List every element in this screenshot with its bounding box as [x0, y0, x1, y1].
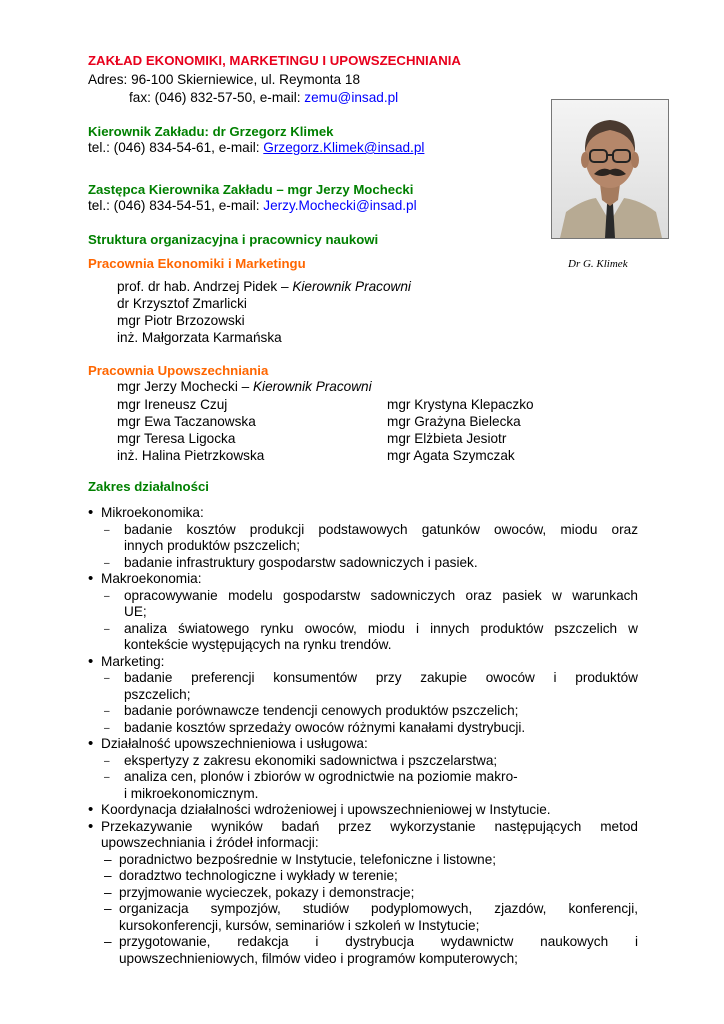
list-item [88, 736, 638, 753]
scope-list [88, 505, 638, 967]
sub-item-text: ekspertyzy z zakresu ekonomiki sadownictwa i pszczelarstwa; [124, 752, 498, 768]
list-item-text: Działalność upowszechnieniowa i usługowa: [101, 736, 368, 751]
sub-list-item [88, 868, 638, 885]
lab1-staff-item: mgr Piotr Brzozowski [117, 313, 245, 328]
sub-list-item [88, 621, 638, 638]
lab2-staff-left: inż. Halina Pietrzkowska [117, 448, 265, 463]
sub-list-item-cont: upowszechnieniowych, filmów video i programów komputerowych; [119, 950, 518, 966]
sub-list-item [88, 703, 638, 720]
lab2-staff-right: mgr Grażyna Bielecka [387, 414, 521, 429]
sub-item-text: poradnictwo bezpośrednie w Instytucie, telefoniczne i listowne; [119, 851, 497, 867]
lab2-head-role: Kierownik Pracowni [252, 379, 372, 394]
sub-list-item [88, 885, 638, 902]
sub-list-item [88, 588, 638, 605]
sub-item-text: analiza cen, plonów i zbiorów w ogrodnictwie na poziomie makro- [124, 769, 518, 784]
sub-item-text: badanie kosztów produkcji podstawowych gatunków owoców, miodu oraz [124, 521, 638, 537]
portrait-photo [551, 99, 669, 239]
scope-heading: Zakres działalności [88, 479, 209, 494]
list-item-text: Koordynacja działalności wdrożeniowej i upowszechnieniowej w Instytucie. [101, 802, 551, 817]
deputy-contact [88, 198, 417, 215]
lab2-staff-left: mgr Teresa Ligocka [117, 431, 236, 446]
structure-heading: Struktura organizacyjna i pracownicy naukowi [88, 232, 379, 247]
head-tel-label: tel.: (046) 834-54-61, e-mail: [88, 140, 264, 155]
sub-list-item [88, 555, 638, 572]
sub-list-item-cont: kontekście występujących na rynku trendów. [124, 637, 392, 652]
sub-item-text: analiza światowego rynku owoców, miodu i innych produktów pszczelich w [124, 620, 638, 636]
head-title: Kierownik Zakładu: dr Grzegorz Klimek [88, 124, 334, 139]
list-item-text: Marketing: [101, 653, 165, 669]
list-item-text: Mikroekonomika: [101, 505, 204, 520]
fax-line [129, 90, 398, 107]
photo-caption: Dr G. Klimek [568, 258, 628, 270]
sub-item-text: doradztwo technologiczne i wykłady w terenie; [119, 868, 398, 883]
lab2-staff-right: mgr Agata Szymczak [387, 448, 515, 463]
head-contact [88, 140, 424, 157]
sub-list-item [88, 901, 638, 918]
lab2-name: Pracownia Upowszechniania [88, 363, 269, 378]
sub-list-item-cont: innych produktów pszczelich; [124, 538, 301, 553]
address: Adres: 96-100 Skierniewice, ul. Reymonta 18 [88, 72, 361, 87]
lab2-staff-left: mgr Ewa Taczanowska [117, 414, 256, 429]
list-item-text: Przekazywanie wyników badań przez wykorzystanie następujących metod [101, 818, 638, 834]
lab1-head-role: Kierownik Pracowni [292, 279, 411, 294]
sub-item-text: badanie infrastruktury gospodarstw sadowniczych i pasiek. [124, 554, 478, 570]
list-item [88, 571, 638, 588]
sub-item-text: organizacja sympozjów, studiów podyplomowych, zjazdów, konferencji, [119, 901, 638, 916]
lab1-name: Pracownia Ekonomiki i Marketingu [88, 256, 306, 271]
sub-list-item [88, 522, 638, 539]
sub-item-text: badanie porównawcze tendencji cenowych produktów pszczelich; [124, 703, 519, 718]
list-item [88, 802, 638, 819]
fax-email-link[interactable]: zemu@insad.pl [304, 90, 399, 105]
sub-item-text: opracowywanie modelu gospodarstw sadowniczych oraz pasiek w warunkach [124, 587, 638, 603]
deputy-tel-label: tel.: (046) 834-54-51, e-mail: [88, 198, 264, 213]
sub-list-item [88, 769, 638, 786]
list-item [88, 505, 638, 522]
sub-list-item-cont: UE; [124, 604, 147, 619]
sub-list-item [88, 720, 638, 737]
sub-item-text: przygotowanie, redakcja i dystrybucja wydawnictw naukowych i [119, 934, 638, 949]
fax-label: fax: (046) 832-57-50, e-mail: [129, 90, 305, 105]
list-item [88, 654, 638, 671]
sub-item-text: badanie preferencji konsumentów przy zakupie owoców i produktów [124, 670, 638, 685]
sub-list-item [88, 852, 638, 869]
sub-item-text: badanie kosztów sprzedaży owoców różnymi kanałami dystrybucji. [124, 719, 526, 735]
department-title: ZAKŁAD EKONOMIKI, MARKETINGU I UPOWSZECHNIANIA [88, 53, 461, 68]
list-item-cont: upowszechniania i źródeł informacji: [101, 835, 319, 850]
deputy-email-link[interactable]: Jerzy.Mochecki@insad.pl [263, 198, 417, 213]
sub-list-item [88, 753, 638, 770]
lab1-staff-item: dr Krzysztof Zmarlicki [117, 296, 247, 311]
portrait-illustration [552, 100, 668, 238]
sub-list-item [88, 934, 638, 951]
lab2-staff-left: mgr Ireneusz Czuj [117, 397, 228, 412]
sub-list-item-cont: pszczelich; [124, 686, 191, 702]
lab2-staff-right: mgr Elżbieta Jesiotr [387, 431, 507, 446]
sub-item-text: przyjmowanie wycieczek, pokazy i demonstracje; [119, 884, 415, 900]
lab2-head-name: mgr Jerzy Mochecki – [117, 379, 253, 394]
head-email-link[interactable]: Grzegorz.Klimek@insad.pl [263, 140, 425, 155]
sub-list-item [88, 670, 638, 687]
lab1-head [117, 279, 411, 296]
lab2-head [117, 379, 372, 396]
sub-list-item-cont: kursokonferencji, kursów, seminariów i szkoleń w Instytucie; [119, 917, 480, 933]
lab1-staff-item: inż. Małgorzata Karmańska [117, 330, 282, 345]
sub-list-item-cont: i mikroekonomicznym. [124, 785, 259, 801]
deputy-title: Zastępca Kierownika Zakładu – mgr Jerzy Mochecki [88, 182, 414, 197]
lab1-head-name: prof. dr hab. Andrzej Pidek – [117, 279, 293, 294]
list-item-text: Makroekonomia: [101, 571, 202, 586]
list-item [88, 819, 638, 836]
lab2-staff-right: mgr Krystyna Klepaczko [387, 397, 534, 412]
